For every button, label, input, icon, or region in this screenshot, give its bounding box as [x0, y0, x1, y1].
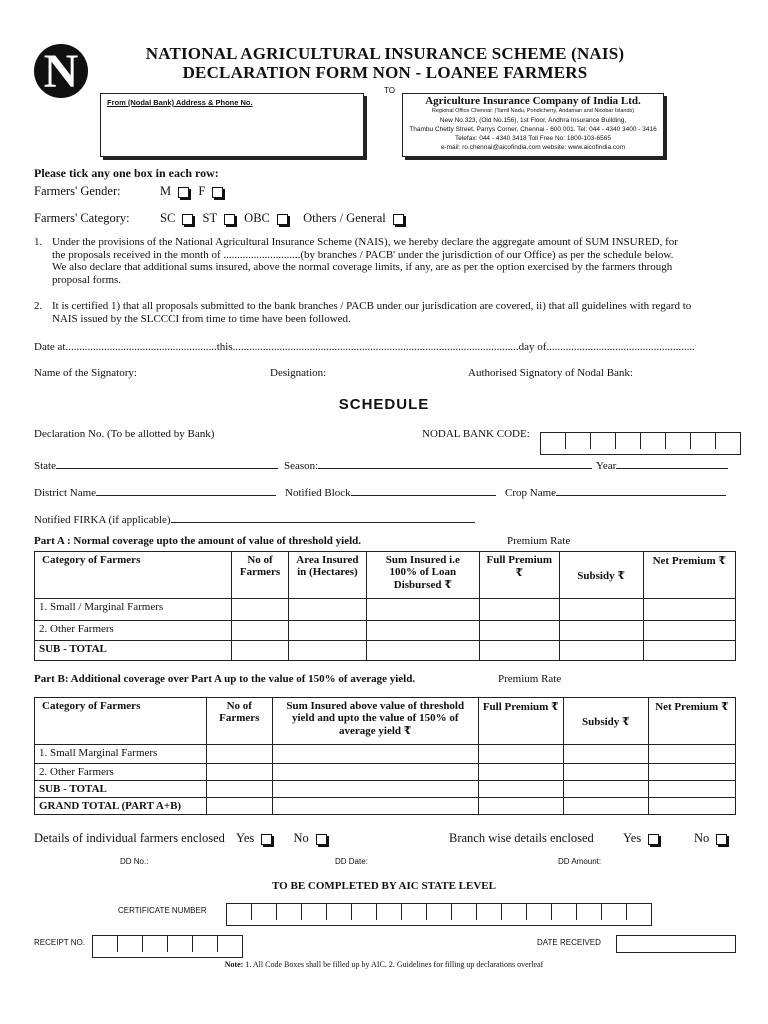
branch-yes-label: Yes — [623, 831, 642, 845]
part-a-row-label: SUB - TOTAL — [35, 641, 232, 661]
part-b-th-category: Category of Farmers — [35, 698, 207, 745]
cat-others-label: Others / General — [303, 211, 386, 225]
cat-others-checkbox[interactable] — [393, 214, 404, 225]
part-a-th-subsidy: Subsidy ₹ — [559, 552, 643, 599]
receipt-label: RECEIPT NO. — [34, 938, 85, 947]
cat-obc-label: OBC — [244, 211, 270, 225]
individual-details-label: Details of individual farmers enclosed — [34, 831, 225, 845]
certificate-number-boxes[interactable] — [226, 903, 652, 926]
part-a-th-full-premium: Full Premium ₹ — [479, 552, 559, 599]
cat-st-label: ST — [202, 211, 217, 225]
date-this: this........................................................................................................ — [216, 341, 519, 353]
part-a-table — [34, 551, 736, 661]
declaration-no-label: Declaration No. (To be allotted by Bank) — [34, 428, 215, 440]
form-title-line2: DECLARATION FORM NON - LOANEE FARMERS — [182, 63, 588, 82]
season-field[interactable] — [284, 456, 592, 472]
year-field[interactable] — [596, 456, 728, 472]
part-b-row[interactable] — [35, 764, 736, 781]
gender-m-label: M — [160, 184, 172, 198]
firka-label: Notified FIRKA (if applicable) — [34, 514, 171, 526]
part-a-th-no-farmers: No of Farmers — [232, 552, 289, 599]
dd-no-label: DD No.: — [120, 857, 149, 866]
part-b-row-label: 1. Small Marginal Farmers — [35, 745, 207, 764]
declaration-2-line1: It is certified 1) that all proposals submitted to the bank branches / PACB under our jurisdication are covered, ii) that all guidelines with regard to — [52, 300, 692, 312]
aic-heading: TO BE COMPLETED BY AIC STATE LEVEL — [272, 880, 496, 892]
gender-options — [160, 184, 223, 199]
branch-no — [694, 831, 727, 846]
part-a-heading: Part A : Normal coverage upto the amount of value of threshold yield. — [34, 535, 362, 547]
part-a-header-row — [35, 552, 736, 599]
nodal-bank-code-label: NODAL BANK CODE: — [422, 428, 530, 440]
part-b-row-label: SUB - TOTAL — [35, 781, 207, 798]
to-line1: Regional Office Chennai: (Tamil Nadu, Pondicherry, Andaman and Nicobar Islands) — [431, 108, 635, 114]
from-box[interactable] — [100, 93, 364, 157]
block-field[interactable] — [285, 483, 496, 499]
branch-details — [449, 831, 594, 846]
to-company: Agriculture Insurance Company of India Ltd. — [425, 95, 641, 107]
part-a-row-label: 2. Other Farmers — [35, 621, 232, 641]
crop-field[interactable] — [505, 483, 726, 499]
declaration-1-line3: We also declare that additional sums insured, above the normal coverage limits, if any, are as per the option exercised by the farmers through — [52, 261, 673, 273]
dd-date-label: DD Date: — [335, 857, 368, 866]
to-line2: New No.323, (Old No.156), 1st Floor, Andhra Insurance Building, — [439, 117, 627, 124]
part-b-th-subsidy: Subsidy ₹ — [563, 698, 648, 745]
part-b-row[interactable] — [35, 745, 736, 764]
individual-yes-checkbox[interactable] — [261, 834, 272, 845]
cat-st-checkbox[interactable] — [224, 214, 235, 225]
branch-yes — [623, 831, 659, 846]
gender-m-checkbox[interactable] — [178, 187, 189, 198]
note-text: 1. All Code Boxes shall be filled up by AIC. 2. Guidelines for filling up declarations overleaf — [243, 960, 544, 969]
part-b-header-row — [35, 698, 736, 745]
part-b-premium-rate: Premium Rate — [498, 673, 562, 685]
part-b-subtotal-row[interactable] — [35, 781, 736, 798]
declaration-2 — [34, 300, 744, 326]
branch-details-label: Branch wise details enclosed — [449, 831, 594, 845]
category-options — [160, 211, 404, 226]
certificate-label: CERTIFICATE NUMBER — [118, 906, 207, 915]
to-line4: Telefax: 044 - 4340 3418 Toll Free No: 1800-103-6565 — [455, 135, 611, 142]
category-label: Farmers' Category: — [34, 211, 130, 225]
part-b-th-full-premium: Full Premium ₹ — [478, 698, 563, 745]
part-b-th-no-farmers: No of Farmers — [206, 698, 272, 745]
gender-f-label: F — [198, 184, 206, 198]
individual-no-checkbox[interactable] — [316, 834, 327, 845]
logo: N — [34, 44, 88, 98]
district-label: District Name — [34, 487, 97, 499]
state-field[interactable] — [34, 456, 278, 472]
declaration-2-line2: NAIS issued by the SLCCCI from time to time have been followed. — [52, 313, 351, 325]
block-label: Notified Block — [285, 487, 351, 499]
part-b-row-label: 2. Other Farmers — [35, 764, 207, 781]
gender-f-checkbox[interactable] — [212, 187, 223, 198]
individual-details — [34, 831, 327, 846]
branch-no-label: No — [694, 831, 710, 845]
schedule-title: SCHEDULE — [338, 396, 430, 413]
part-a-th-area: Area Insured in (Hectares) — [289, 552, 367, 599]
from-box-label: From (Nodal Bank) Address & Phone No. — [107, 98, 253, 107]
part-a-th-net-premium: Net Premium ₹ — [643, 552, 735, 599]
declaration-2-number: 2. — [34, 300, 43, 312]
receipt-number-boxes[interactable] — [92, 935, 243, 958]
part-b-grandtotal-row[interactable] — [35, 798, 736, 815]
date-received-label: DATE RECEIVED — [537, 938, 601, 947]
part-a-row[interactable] — [35, 621, 736, 641]
part-b-row-label: GRAND TOTAL (PART A+B) — [35, 798, 207, 815]
note — [0, 960, 768, 969]
part-a-row-label: 1. Small / Marginal Farmers — [35, 599, 232, 621]
firka-field[interactable] — [34, 510, 475, 526]
part-a-th-sum-insured: Sum Insured i.e 100% of Loan Disbursed ₹ — [366, 552, 479, 599]
declaration-1-number: 1. — [34, 236, 43, 248]
part-b-heading: Part B: Additional coverage over Part A up to the value of 150% of average yield. — [34, 673, 416, 685]
part-a-subtotal-row[interactable] — [35, 641, 736, 661]
declaration-1 — [34, 236, 744, 286]
part-a-row[interactable] — [35, 599, 736, 621]
date-line[interactable] — [34, 341, 695, 353]
branch-yes-checkbox[interactable] — [648, 834, 659, 845]
form-title-line1: NATIONAL AGRICULTURAL INSURANCE SCHEME (NAIS) — [145, 44, 625, 63]
cat-obc-checkbox[interactable] — [277, 214, 288, 225]
to-label: TO — [384, 86, 395, 95]
signatory-name: Name of the Signatory: — [34, 367, 137, 379]
nodal-bank-code-boxes[interactable] — [540, 432, 741, 455]
to-line3: Thambu Chetty Street, Parrys Corner, Chennai - 600 001. Tel: 044 - 4340 3400 - 3416 — [409, 126, 657, 133]
cat-sc-checkbox[interactable] — [182, 214, 193, 225]
part-b-table — [34, 697, 736, 815]
branch-no-checkbox[interactable] — [716, 834, 727, 845]
dd-amount-label: DD Amount: — [558, 857, 602, 866]
cat-sc-label: SC — [160, 211, 176, 225]
to-box — [402, 93, 664, 157]
declaration-1-line1: Under the provisions of the National Agricultural Insurance Scheme (NAIS), we hereby declare the aggregate amount of SUM INSURED, for — [52, 236, 678, 248]
date-received-box[interactable] — [616, 935, 736, 953]
note-label: Note: — [224, 960, 244, 969]
part-a-th-category: Category of Farmers — [35, 552, 232, 599]
individual-no-label: No — [293, 831, 309, 845]
gender-label: Farmers' Gender: — [34, 184, 121, 198]
to-line5: e-mail: ro.chennai@aicofindia.com website: www.aicofindia.com — [440, 144, 626, 151]
year-label: Year — [596, 460, 617, 472]
crop-label: Crop Name — [505, 487, 557, 499]
part-a-premium-rate: Premium Rate — [507, 535, 571, 547]
part-b-th-net-premium: Net Premium ₹ — [648, 698, 735, 745]
individual-yes-label: Yes — [236, 831, 255, 845]
declaration-1-line2: the proposals received in the month of ............................(by branches / PACB' under the jurisdiction of our Office) as per the schedule below. — [52, 248, 674, 261]
season-label: Season: — [284, 460, 319, 472]
tick-heading: Please tick any one box in each row: — [34, 166, 219, 180]
state-label: State — [34, 460, 56, 472]
declaration-1-line4: proposal forms. — [52, 273, 122, 286]
part-b-th-sum-insured: Sum Insured above value of threshold yield and upto the value of 150% of average yield ₹ — [272, 698, 478, 745]
district-field[interactable] — [34, 483, 276, 499]
date-at: Date at....................................................... — [34, 341, 217, 353]
date-day-of: day of...................................................... — [518, 341, 695, 353]
signatory-designation: Designation: — [270, 367, 327, 379]
signatory-authorised: Authorised Signatory of Nodal Bank: — [468, 367, 633, 379]
